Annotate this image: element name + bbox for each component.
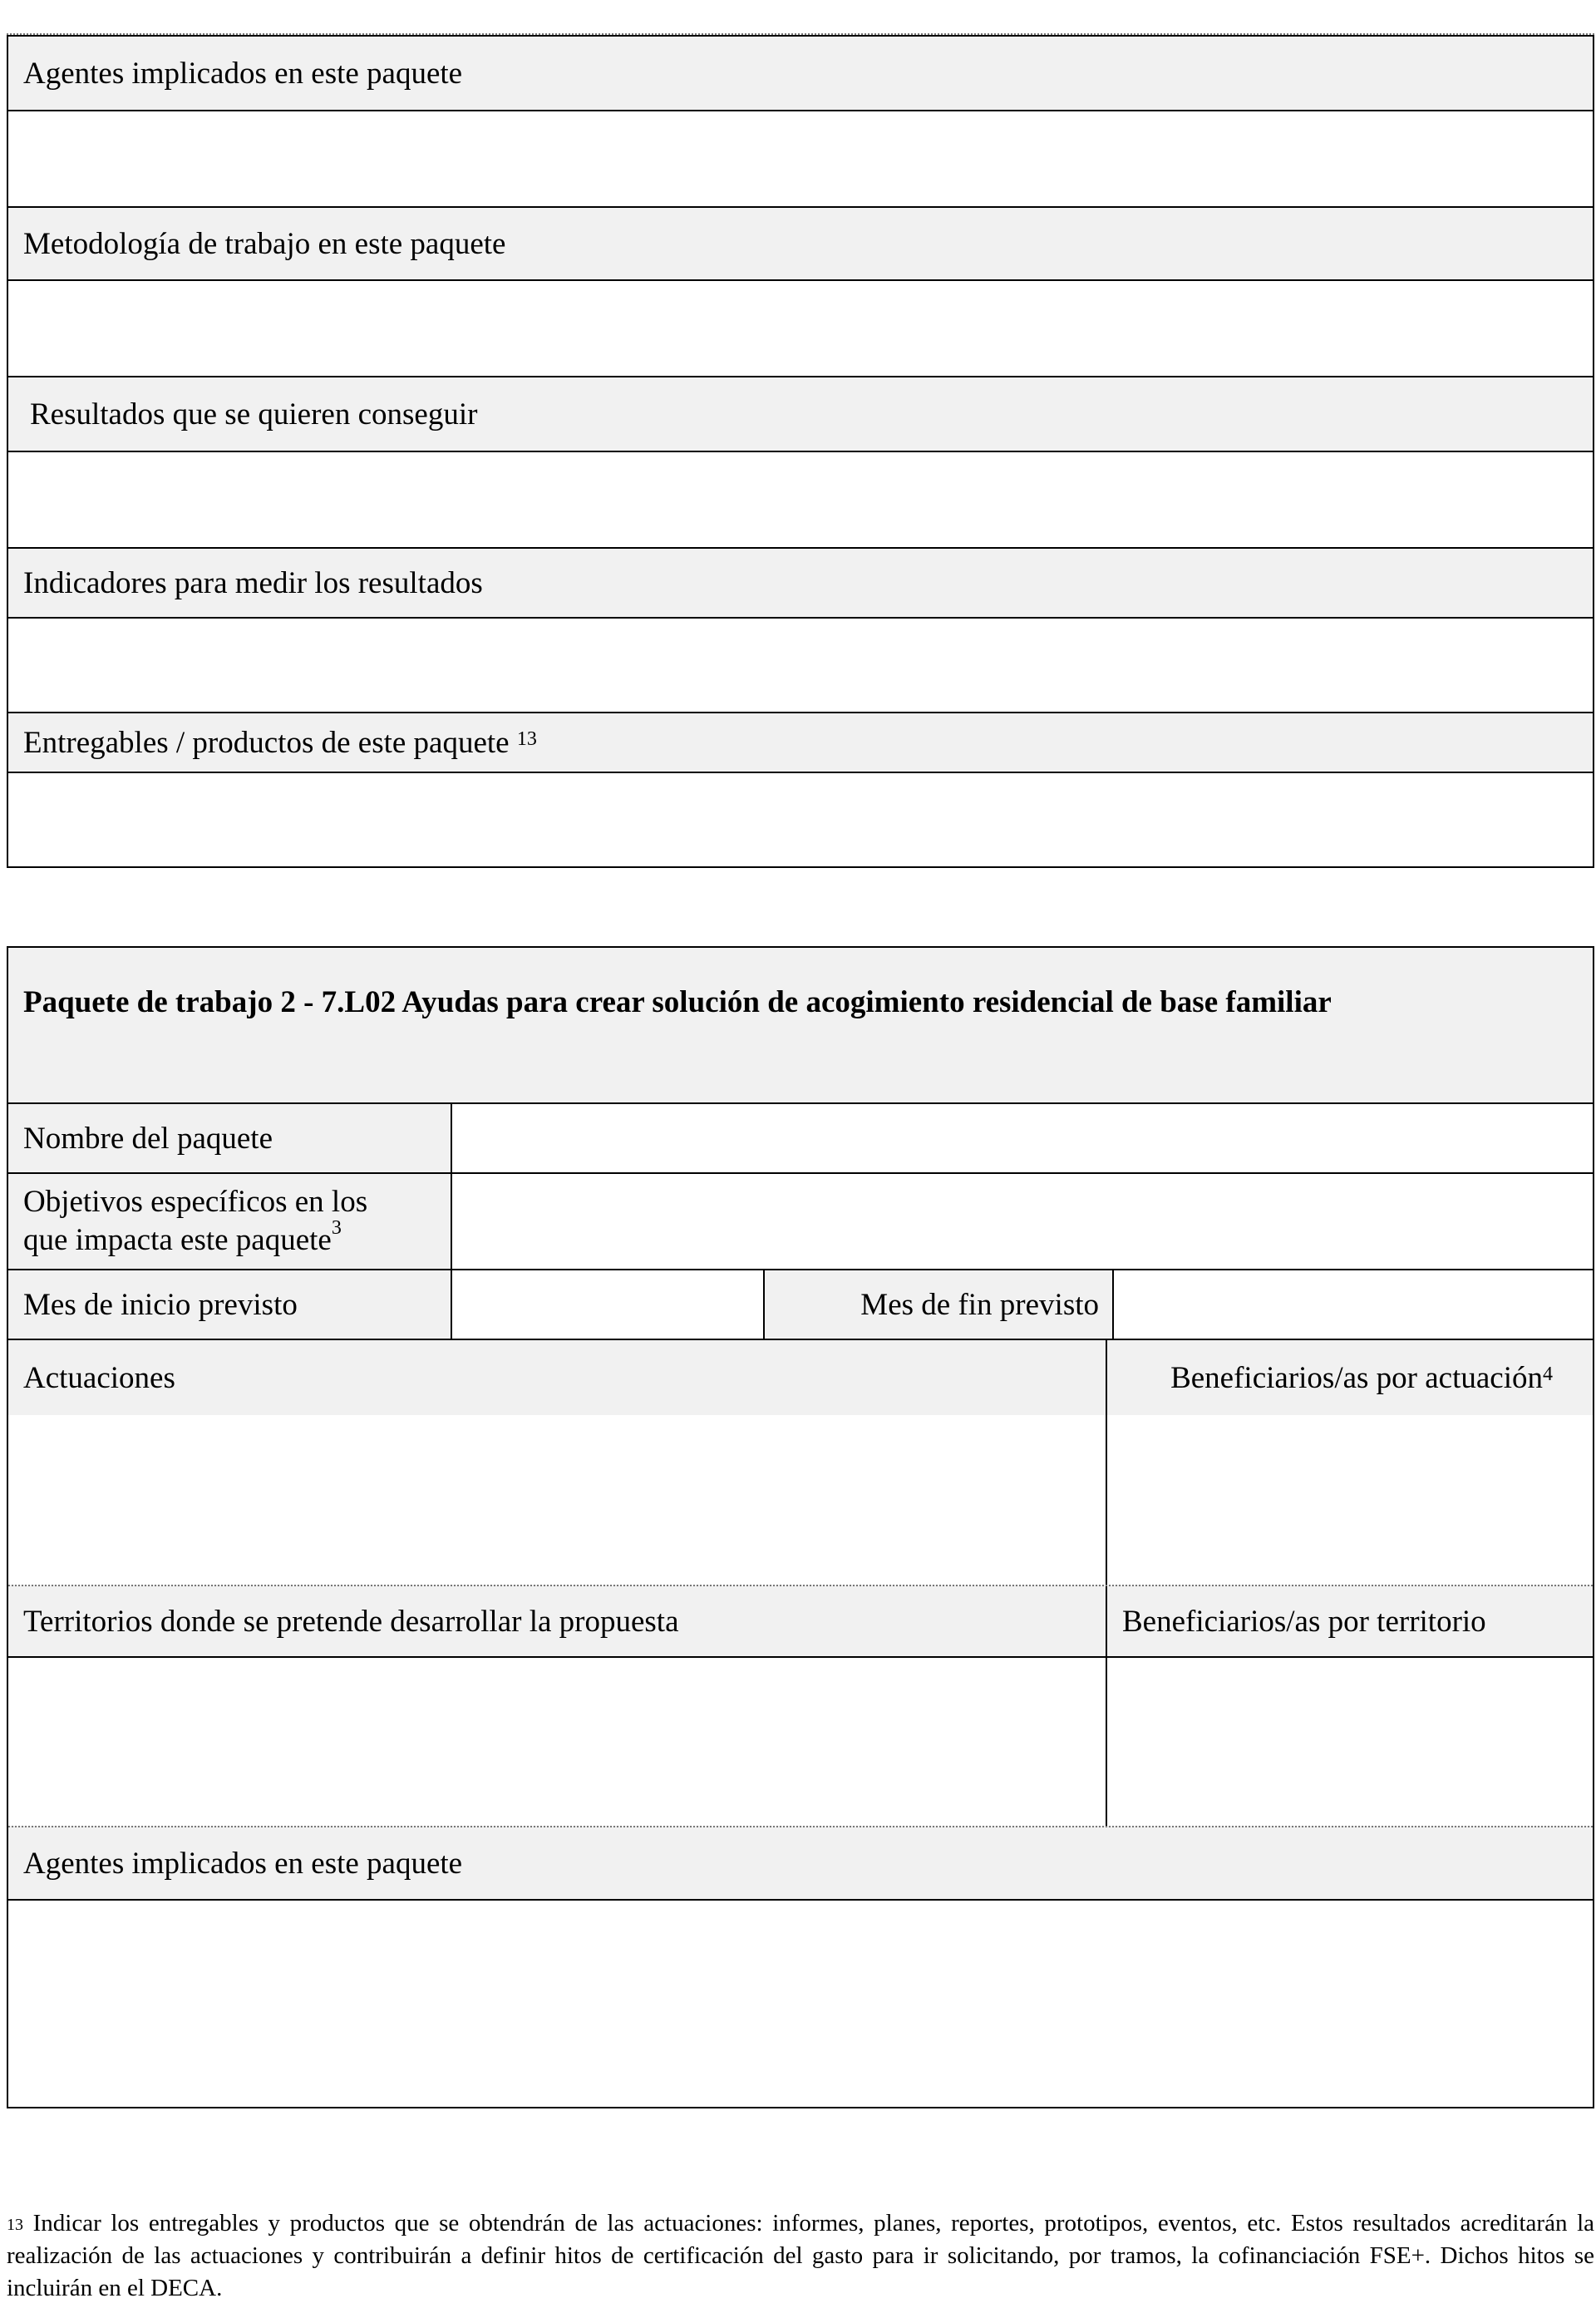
footnote-ref-4[interactable]: 4 [1543,1364,1553,1385]
resultados-input-area[interactable] [8,451,1593,547]
actuaciones-label-cell [8,1340,1106,1415]
mes-inicio-label: Mes de inicio previsto [23,1287,298,1322]
beneficiarios-actuacion-input[interactable] [1106,1415,1593,1585]
objetivos-input[interactable] [451,1174,1593,1269]
beneficiarios-actuacion-label [1107,1340,1593,1415]
agentes2-label: Agentes implicados en este paquete [23,1846,463,1881]
agentes2-header-row [8,1826,1593,1899]
territorios-label-cell [8,1586,1106,1656]
agentes-header-row [8,37,1593,110]
mes-fin-input[interactable] [1112,1270,1593,1339]
agentes-label: Agentes implicados en este paquete [23,56,463,91]
beneficiarios-territorio-input[interactable] [1106,1658,1593,1826]
beneficiarios-actuacion-label-cell [1106,1340,1593,1415]
territorios-label: Territorios donde se pretende desarrollar la propuesta [23,1604,679,1639]
actuaciones-input-row [8,1415,1593,1585]
agentes-input-area[interactable] [8,110,1593,206]
metodologia-input-area[interactable] [8,279,1593,376]
entregables-label [8,713,1593,772]
footnote-number: 13 [7,2216,23,2234]
beneficiarios-actuacion-text: Beneficiarios/as por actuación [1170,1360,1543,1395]
territorios-input[interactable] [8,1658,1106,1826]
objetivos-label [8,1174,451,1269]
objetivos-row [8,1172,1593,1269]
resultados-header-row [8,376,1593,451]
resultados-label: Resultados que se quieren conseguir [30,397,478,432]
beneficiarios-territorio-label: Beneficiarios/as por territorio [1122,1604,1486,1639]
objetivos-line2-wrap [23,1217,342,1260]
footnote-text: Indicar los entregables y productos que se obtendrán de las actuaciones: informes, planes, reportes, prototipos, eventos, etc. Estos resultados acreditarán la realización de las actuaciones y contribuirán a definir hitos de certificación del gasto para ir solicitando, por tramos, la cofinanciación FSE+. Dichos hitos se incluirán en el DECA. [7,2210,1594,2301]
package-title-row [8,948,1593,1102]
footnote-ref-13[interactable]: 13 [516,728,537,750]
mes-inicio-input[interactable] [451,1270,763,1339]
territorios-header-row [8,1585,1593,1656]
footnote-13 [7,2207,1594,2305]
package-title: Paquete de trabajo 2 - 7.L02 Ayudas para crear solución de acogimiento residencial de base familiar [23,985,1332,1019]
footnote-ref-3[interactable]: 3 [331,1217,342,1239]
entregables-text: Entregables / productos de este paquete [23,725,510,760]
work-package-1-table [7,35,1594,868]
objetivos-line1: Objetivos específicos en los [23,1185,368,1219]
agentes2-input-area[interactable] [8,1899,1593,2107]
entregables-header-row [8,712,1593,772]
work-package-2-table [7,946,1594,2108]
indicadores-label: Indicadores para medir los resultados [23,565,483,600]
indicadores-header-row [8,547,1593,617]
objetivos-label-cell [8,1174,451,1269]
mes-inicio-label-cell [8,1270,451,1339]
actuaciones-input[interactable] [8,1415,1106,1585]
entregables-input-area[interactable] [8,772,1593,866]
nombre-label: Nombre del paquete [23,1121,273,1156]
actuaciones-header-row [8,1339,1593,1415]
nombre-label-cell [8,1104,451,1172]
actuaciones-label: Actuaciones [23,1360,175,1395]
objetivos-line2: que impacta este paquete [23,1223,332,1257]
nombre-row [8,1102,1593,1172]
metodologia-header-row [8,206,1593,279]
metodologia-label: Metodología de trabajo en este paquete [23,226,506,261]
meses-row [8,1269,1593,1339]
beneficiarios-territorio-label-cell [1106,1586,1593,1656]
mes-fin-label: Mes de fin previsto [860,1287,1099,1322]
territorios-input-row [8,1656,1593,1826]
mes-fin-label-cell [763,1270,1112,1339]
nombre-input[interactable] [451,1104,1593,1172]
indicadores-input-area[interactable] [8,617,1593,712]
